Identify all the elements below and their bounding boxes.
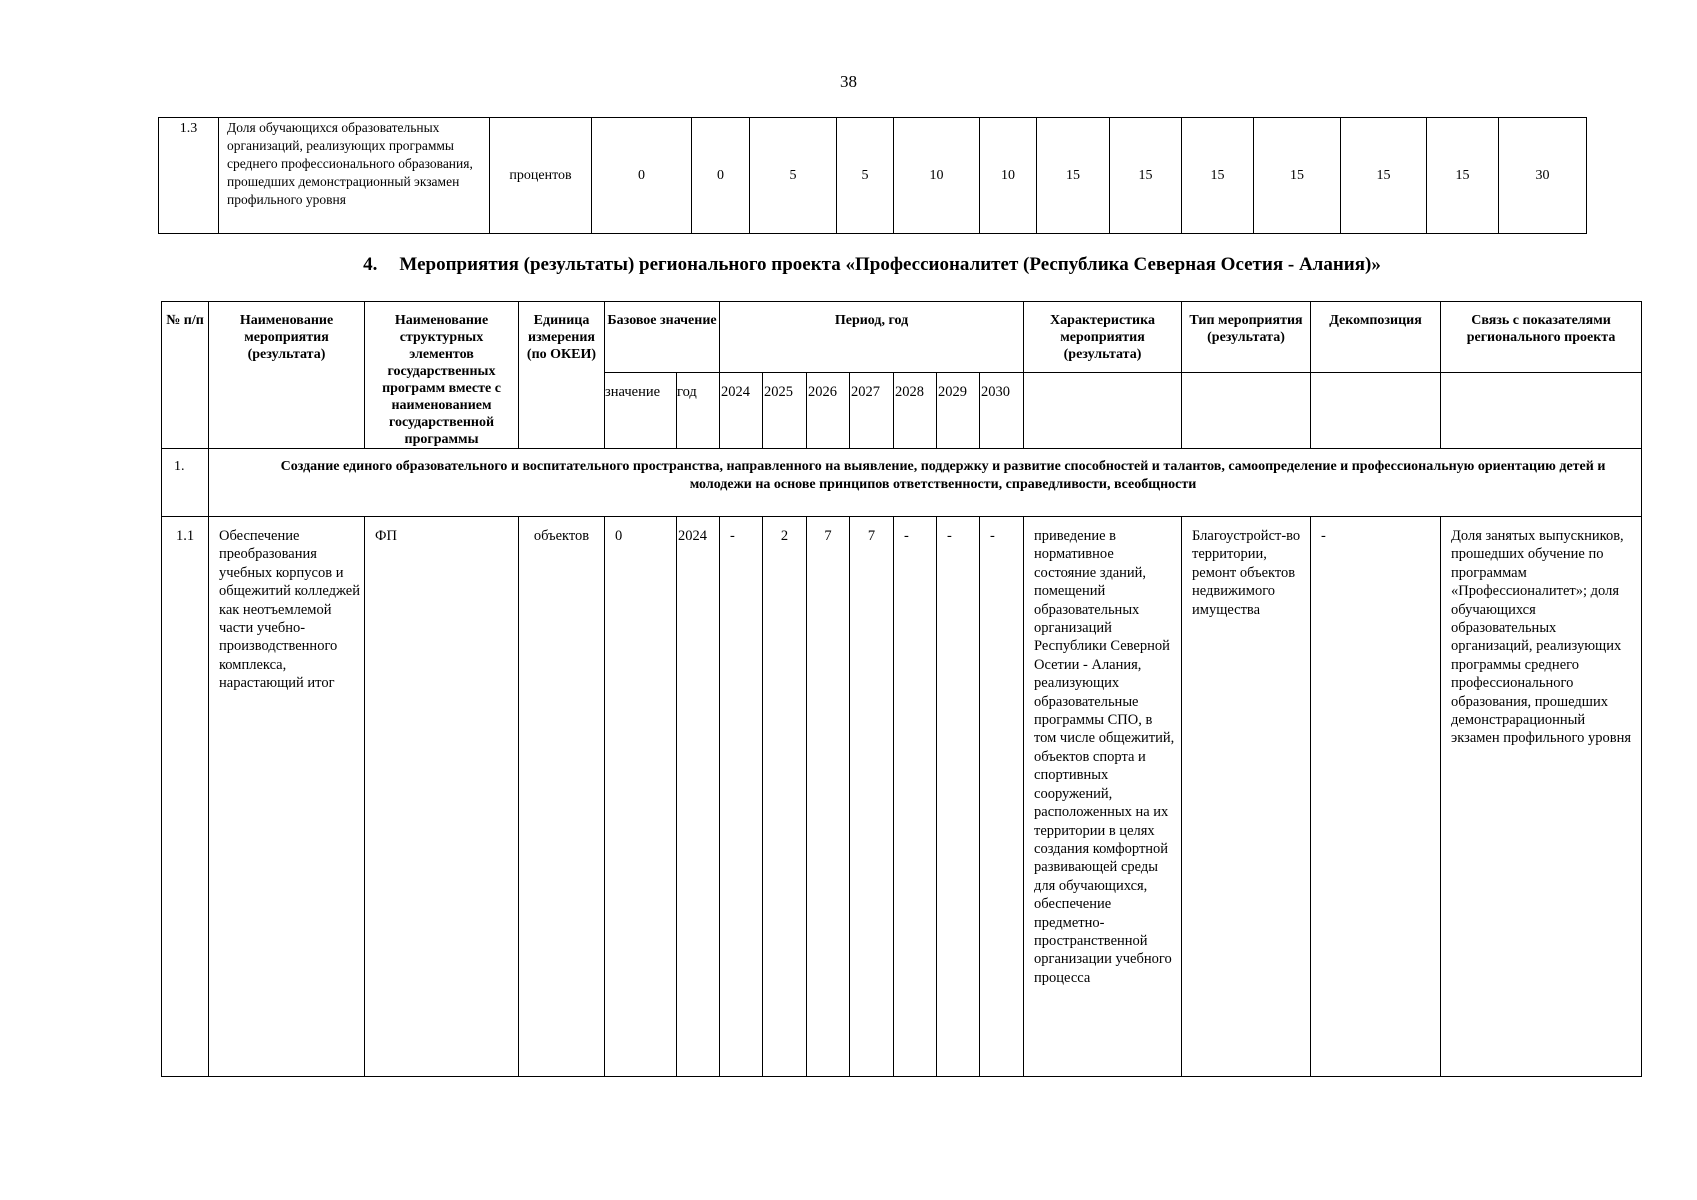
measure-year-value: -	[937, 517, 980, 1077]
empty-cell	[1024, 373, 1182, 449]
measure-base-value: 0	[605, 517, 677, 1077]
subheader-year: 2026	[807, 373, 850, 449]
section-title	[158, 254, 1586, 276]
subheader-year: 2027	[850, 373, 894, 449]
measure-year-value: -	[720, 517, 763, 1077]
header-characteristic: Характеристика мероприятия (результата)	[1024, 302, 1182, 373]
header-decomposition: Декомпозиция	[1311, 302, 1441, 373]
value-cell: 0	[692, 118, 750, 234]
measure-row	[162, 517, 1642, 1077]
value-cell: 15	[1254, 118, 1341, 234]
subheader-year: 2025	[763, 373, 807, 449]
subheader-year: 2024	[720, 373, 763, 449]
value-cell: 15	[1037, 118, 1110, 234]
measure-number: 1.1	[162, 517, 209, 1077]
measure-struct: ФП	[365, 517, 519, 1077]
empty-cell	[1311, 373, 1441, 449]
row-number: 1.3	[159, 118, 219, 234]
measure-decomposition: -	[1311, 517, 1441, 1077]
value-cell: 10	[980, 118, 1037, 234]
measure-name: Обеспечение преобразования учебных корпусов и общежитий колледжей как неотъемлемой части учебно-производственного комплекса, нарастающий итог	[209, 517, 365, 1077]
section-title-text: Мероприятия (результаты) регионального проекта «Профессионалитет (Республика Северная Осетия - Алания)»	[399, 254, 1381, 275]
measure-year-value: 7	[850, 517, 894, 1077]
subheader-year: 2030	[980, 373, 1024, 449]
value-cell: 5	[837, 118, 894, 234]
value-cell: 15	[1427, 118, 1499, 234]
header-row	[162, 302, 1642, 373]
header-num: № п/п	[162, 302, 209, 449]
subheader-year: 2029	[937, 373, 980, 449]
value-cell: 15	[1182, 118, 1254, 234]
section-number: 4.	[363, 254, 378, 275]
header-name: Наименование мероприятия (результата)	[209, 302, 365, 449]
unit-cell: процентов	[490, 118, 592, 234]
value-cell: 0	[592, 118, 692, 234]
indicator-name: Доля обучающихся образовательных организаций, реализующих программы среднего профессионального образования, прошедших демонстрационный экзамен профильного уровня	[219, 118, 490, 234]
measure-year-value: 7	[807, 517, 850, 1077]
header-period: Период, год	[720, 302, 1024, 373]
value-cell: 5	[750, 118, 837, 234]
value-cell: 15	[1341, 118, 1427, 234]
task-row	[162, 449, 1642, 517]
value-cell: 15	[1110, 118, 1182, 234]
header-type: Тип мероприятия (результата)	[1182, 302, 1311, 373]
measure-unit: объектов	[519, 517, 605, 1077]
measure-year-value: 2	[763, 517, 807, 1077]
indicator-row	[159, 118, 1587, 234]
task-number: 1.	[162, 449, 209, 517]
indicator-table	[158, 117, 1587, 234]
measure-year-value: -	[894, 517, 937, 1077]
header-base: Базовое значение	[605, 302, 720, 373]
value-cell: 30	[1499, 118, 1587, 234]
measures-table	[161, 301, 1642, 1077]
empty-cell	[1182, 373, 1311, 449]
measure-link: Доля занятых выпускников, прошедших обучение по программам «Профессионалитет»; доля обучающихся образовательных организаций, реализующих программы среднего профессионального образования, прошедших демонстрарационный экзамен профильного уровня	[1441, 517, 1642, 1077]
subheader-base-year: год	[677, 373, 720, 449]
subheader-year: 2028	[894, 373, 937, 449]
header-unit: Единица измерения (по ОКЕИ)	[519, 302, 605, 449]
subheader-base-value: значение	[605, 373, 677, 449]
measure-year-value: -	[980, 517, 1024, 1077]
empty-cell	[1441, 373, 1642, 449]
measure-type: Благоустройст-во территории, ремонт объектов недвижимого имущества	[1182, 517, 1311, 1077]
page-number: 38	[840, 72, 857, 91]
header-struct: Наименование структурных элементов государственных программ вместе с наименованием государственной программы	[365, 302, 519, 449]
value-cell: 10	[894, 118, 980, 234]
measure-base-year: 2024	[677, 517, 720, 1077]
measure-characteristic: приведение в нормативное состояние зданий, помещений образовательных организаций Республики Северной Осетии - Алания, реализующих образовательные программы СПО, в том числе общежитий, объектов спорта и спортивных сооружений, расположенных на их территории в целях создания комфортной развивающей среды для обучающихся, обеспечение предметно-пространственной организации учебного процесса	[1024, 517, 1182, 1077]
header-link: Связь с показателями регионального проекта	[1441, 302, 1642, 373]
task-text: Создание единого образовательного и воспитательного пространства, направленного на выявление, поддержку и развитие способностей и талантов, самоопределение и профессиональную ориентацию детей и молодежи на основе принципов ответственности, справедливости, всеобщности	[209, 449, 1642, 517]
